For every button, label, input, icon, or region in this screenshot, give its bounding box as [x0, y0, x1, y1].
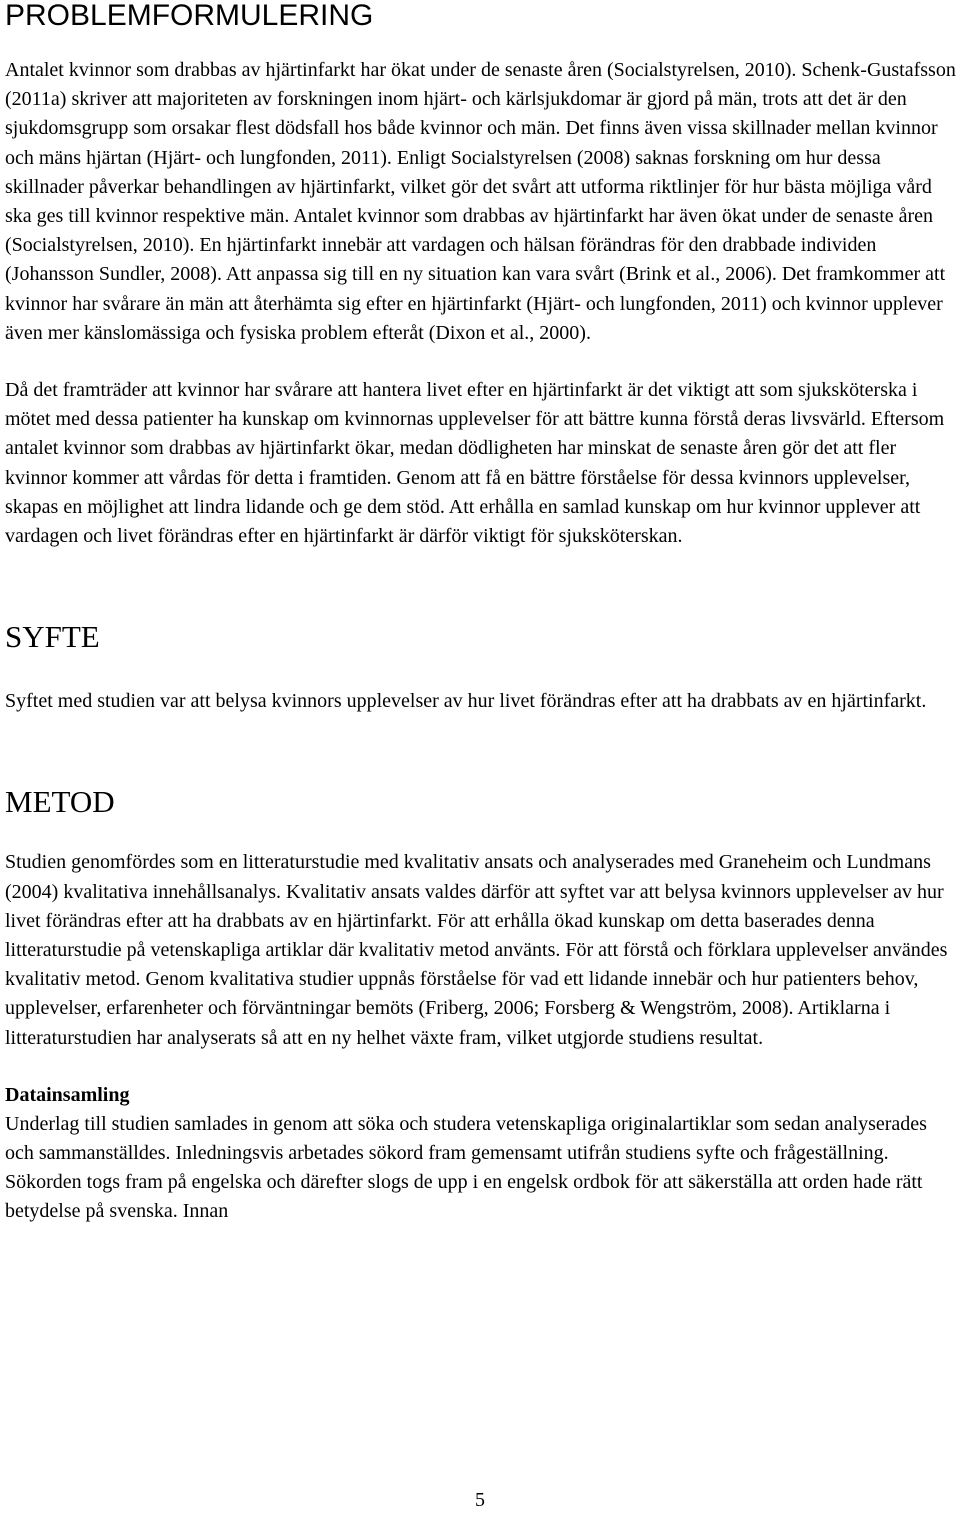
section-title-syfte: SYFTE [5, 619, 100, 655]
paragraph-datainsamling: Underlag till studien samlades in genom att söka och studera vetenskapliga originalartiklar som sedan analyserades och sammanställdes. Inledningsvis arbetades sökord fram gemensamt utifrån studiens syfte och frågeställning. Sökorden togs fram på engelska och därefter slogs de upp i en engelsk ordbok för att säkerställa att orden hade rätt betydelse på svenska. Innan [5, 1112, 927, 1223]
section-title-metod: METOD [5, 784, 115, 820]
page-number: 5 [475, 1489, 485, 1511]
document-page [5, 0, 957, 1227]
paragraph-metod: Studien genomfördes som en litteraturstudie med kvalitativ ansats och analyserades med Graneheim och Lundmans (2004) kvalitativa innehållsanalys. Kvalitativ ansats valdes därför att syftet var att belysa kvinnors upplevelser av hur livet förändras efter att ha drabbats av en hjärtinfarkt. För att erhålla ökad kunskap om detta baserades denna litteraturstudie på vetenskapliga artiklar där kvalitativ metod använts. För att förstå och förklara upplevelser användes kvalitativ metod. Genom kvalitativa studier uppnås förståelse för vad ett lidande innebär och hur patienters behov, upplevelser, erfarenheter och förväntningar bemöts (Friberg, 2006; Forsberg & Wengström, 2008). Artiklarna i litteraturstudien har analyserats så att en ny helhet växte fram, vilket utgjorde studiens resultat. [5, 851, 948, 1049]
paragraph-problem-1: Antalet kvinnor som drabbas av hjärtinfarkt har ökat under de senaste åren (Socialstyrelsen, 2010). Schenk-Gustafsson (2011a) skriver att majoriteten av forskningen inom hjärt- och kärlsjukdomar är gjord på män, trots att det är den sjukdomsgrupp som orsakar flest dödsfall hos både kvinnor och män. Det finns även vissa skillnader mellan kvinnor och mäns hjärtan (Hjärt- och lungfonden, 2011). Enligt Socialstyrelsen (2008) saknas forskning om hur dessa skillnader påverkar behandlingen av hjärtinfarkt, vilket gör det svårt att utforma riktlinjer för hur bästa möjliga vård ska ges till kvinnor respektive män. Antalet kvinnor som drabbas av hjärtinfarkt har även ökat under de senaste åren (Socialstyrelsen, 2010). En hjärtinfarkt innebär att vardagen och hälsan förändras för den drabbade individen (Johansson Sundler, 2008). Att anpassa sig till en ny situation kan vara svårt (Brink et al., 2006). Det framkommer att kvinnor har svårare än män att återhämta sig efter en hjärtinfarkt (Hjärt- och lungfonden, 2011) och kvinnor upplever även mer känslomässiga och fysiska problem efteråt (Dixon et al., 2000). [5, 59, 956, 344]
section-title-problemformulering: PROBLEMFORMULERING [5, 0, 374, 32]
paragraph-problem-2: Då det framträder att kvinnor har svårare att hantera livet efter en hjärtinfarkt är det viktigt att som sjuksköterska i mötet med dessa patienter ha kunskap om kvinnornas upplevelser för att bättre kunna förstå deras livsvärld. Eftersom antalet kvinnor som drabbas av hjärtinfarkt ökar, medan dödligheten har minskat de senaste åren gör det att fler kvinnor kommer att vårdas för detta i framtiden. Genom att få en bättre förståelse för dessa kvinnors upplevelser, skapas en möjlighet att lindra lidande och ge dem stöd. Att erhålla en samlad kunskap om hur kvinnor upplever att vardagen och livet förändras efter en hjärtinfarkt är därför viktigt för sjuksköterskan. [5, 379, 945, 548]
subsection-title-datainsamling: Datainsamling [5, 1083, 130, 1106]
paragraph-syfte: Syftet med studien var att belysa kvinnors upplevelser av hur livet förändras efter att ha drabbats av en hjärtinfarkt. [5, 690, 927, 713]
